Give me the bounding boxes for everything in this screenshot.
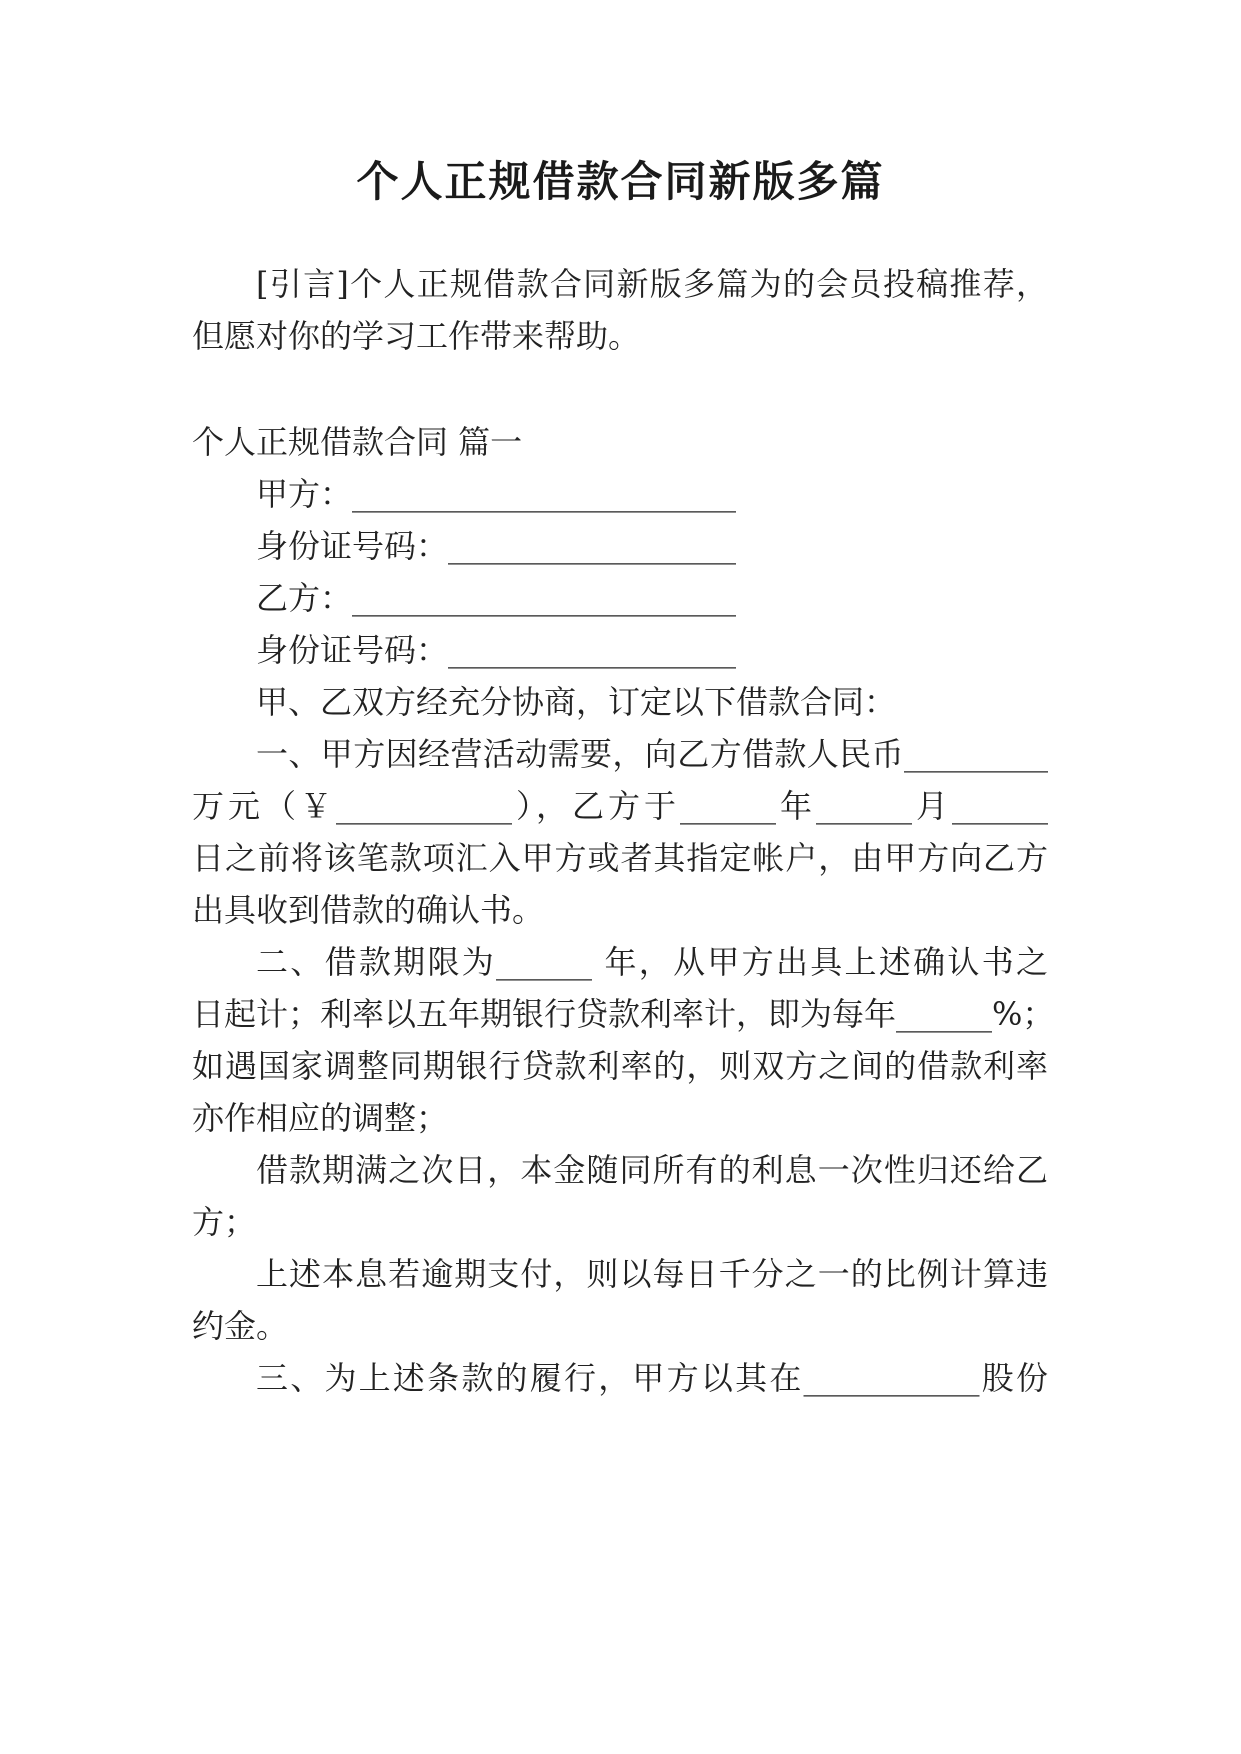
party-b-id-field: 身份证号码：__________________ — [256, 631, 737, 669]
party-a-field: 甲方：________________________ — [256, 475, 737, 513]
penalty-line-2: 约金。 — [192, 1307, 289, 1345]
clause-1-line-2: 万元（￥___________），乙方于______年______月______ — [192, 787, 1048, 825]
intro-line-1: [引言]个人正规借款合同新版多篇为的会员投稿推荐， — [256, 265, 1048, 303]
section-heading: 个人正规借款合同 篇一 — [192, 423, 523, 461]
clause-2-line-3: 如遇国家调整同期银行贷款利率的，则双方之间的借款利率 — [192, 1047, 1048, 1085]
document-title: 个人正规借款合同新版多篇 — [356, 157, 885, 206]
party-a-id-field: 身份证号码：__________________ — [256, 527, 737, 565]
clause-2-line-4: 亦作相应的调整； — [192, 1099, 449, 1137]
clause-2-line-2: 日起计；利率以五年期银行贷款利率计，即为每年______%； — [192, 995, 1055, 1033]
clause-1-line-1: 一、甲方因经营活动需要，向乙方借款人民币_________ — [256, 735, 1048, 773]
clause-3-line-1: 三、为上述条款的履行，甲方以其在___________股份 — [256, 1359, 1048, 1397]
penalty-line-1: 上述本息若逾期支付，则以每日千分之一的比例计算违 — [256, 1255, 1048, 1293]
intro-line-2: 但愿对你的学习工作带来帮助。 — [192, 317, 641, 355]
repayment-line-1: 借款期满之次日，本金随同所有的利息一次性归还给乙 — [256, 1151, 1048, 1189]
party-b-field: 乙方：________________________ — [256, 579, 737, 617]
clause-1-line-4: 出具收到借款的确认书。 — [192, 891, 545, 929]
repayment-line-2: 方； — [192, 1203, 257, 1241]
clause-2-line-1: 二、借款期限为______ 年，从甲方出具上述确认书之 — [256, 943, 1048, 981]
agreement-intro: 甲、乙双方经充分协商，订定以下借款合同： — [256, 683, 897, 721]
clause-1-line-3: 日之前将该笔款项汇入甲方或者其指定帐户，由甲方向乙方 — [192, 839, 1048, 877]
